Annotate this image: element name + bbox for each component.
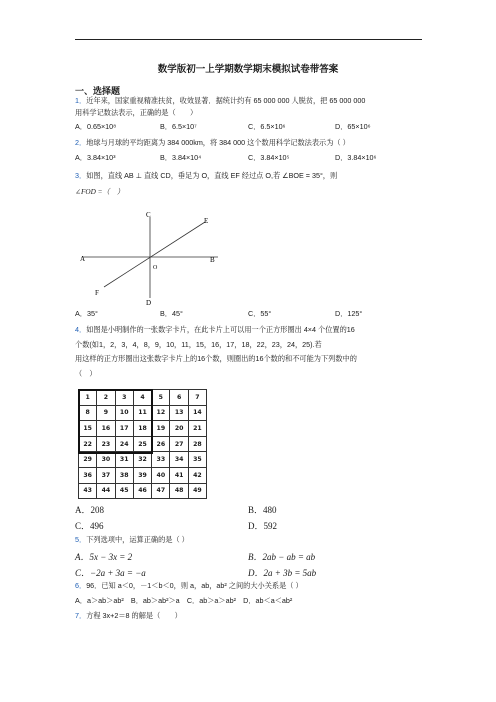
grid-cell: 27 (170, 436, 188, 452)
option-d: D．65×10⁶ (335, 122, 371, 131)
grid-cell: 46 (133, 483, 151, 499)
question-number: 4． (75, 325, 87, 334)
option-b: B．45° (160, 309, 183, 318)
question-1-line2: 用科学记数法表示，正确的是（ ） (75, 108, 198, 117)
question-text: 地球与月球的平均距离为 384 000km，将 384 000 这个数用科学记数法表示为（ ） (86, 138, 350, 147)
question-6 (75, 581, 303, 591)
grid-cell: 33 (152, 452, 170, 468)
grid-cell: 12 (152, 405, 170, 421)
selection-square (78, 389, 153, 454)
grid-cell: 17 (115, 421, 133, 437)
question-1 (75, 96, 365, 106)
option-b: B．6.5×10⁷ (160, 122, 197, 131)
question-text: 如图，直线 AB ⊥ 直线 CD，垂足为 O，直线 EF 经过点 O,若 ∠BOE = 35°，则 (86, 171, 338, 180)
grid-cell: 6 (170, 390, 188, 406)
header-rule (75, 39, 422, 40)
question-number: 3． (75, 171, 87, 180)
option-c: C．3.84×10⁵ (248, 153, 290, 162)
grid-cell: 23 (97, 436, 115, 452)
grid-cell: 22 (79, 436, 97, 452)
grid-cell: 42 (188, 467, 206, 483)
question-text: 近年来，国家重视精准扶贫，收效显著．据统计约有 65 000 000 人脱贫，把 65 000 000 (86, 96, 366, 105)
grid-cell: 3 (115, 390, 133, 406)
grid-cell: 37 (97, 467, 115, 483)
grid-cell: 40 (152, 467, 170, 483)
label-a: A (80, 255, 86, 263)
question-3-line2: ∠FOD =（ ） (75, 188, 125, 196)
question-6-options: A．a＞ab＞ab² B．ab＞ab²＞a C．ab＞a＞ab² D．ab＜a＜ab² (75, 596, 293, 605)
grid-cell: 45 (115, 483, 133, 499)
option-a: A．35° (75, 309, 98, 318)
question-number: 1． (75, 96, 87, 105)
label-f: F (95, 289, 99, 297)
label-c: C (146, 211, 151, 219)
grid-cell: 43 (79, 483, 97, 499)
question-text: 96．已知 a＜0，－1＜b＜0，则 a，ab，ab² 之间的大小关系是（ ） (86, 581, 303, 590)
question-2 (75, 138, 350, 148)
grid-cell: 19 (152, 421, 170, 437)
option-a: A．3.84×10³ (75, 153, 116, 162)
option-c: C．6.5×10⁶ (248, 122, 286, 131)
option-c: C．496 (75, 521, 104, 531)
grid-cell: 26 (152, 436, 170, 452)
option-c: C．55° (248, 309, 272, 318)
label-d: D (146, 299, 152, 305)
section-heading: 一、选择题 (75, 86, 121, 96)
grid-cell: 24 (115, 436, 133, 452)
grid-cell: 30 (97, 452, 115, 468)
option-b: B．2ab − ab = ab (248, 552, 316, 562)
grid-cell: 4 (133, 390, 151, 406)
grid-cell: 36 (79, 467, 97, 483)
option-d: D．125° (335, 309, 363, 318)
grid-cell: 47 (152, 483, 170, 499)
question-number: 2． (75, 138, 87, 147)
option-a: A．208 (75, 505, 104, 515)
option-a: A．5x − 3x = 2 (75, 552, 133, 562)
label-e: E (204, 217, 209, 225)
grid-cell: 25 (133, 436, 151, 452)
question-number: 7． (75, 611, 87, 620)
grid-cell: 32 (133, 452, 151, 468)
grid-cell: 48 (170, 483, 188, 499)
question-text: 下列选项中，运算正确的是（ ） (86, 535, 189, 544)
option-d: D．2a + 3b = 5ab (248, 568, 317, 578)
grid-cell: 8 (79, 405, 97, 421)
question-text: 如图是小明制作的一张数字卡片，在此卡片上可以用一个正方形圈出 4×4 个位置的16 (86, 325, 355, 334)
grid-cell: 28 (188, 436, 206, 452)
question-number: 6． (75, 581, 87, 590)
option-c: C．−2a + 3a = −a (75, 568, 146, 578)
grid-cell: 9 (97, 405, 115, 421)
question-number: 5． (75, 535, 87, 544)
grid-cell: 5 (152, 390, 170, 406)
line-ef (104, 222, 205, 287)
grid-cell: 18 (133, 421, 151, 437)
grid-row (79, 483, 207, 499)
question-text: 方程 3x+2＝8 的解是（ ） (86, 611, 182, 620)
question-7 (75, 611, 182, 621)
question-4-line3: 用这样的正方形圈出这张数字卡片上的16个数，则圈出的16个数的和不可能为下列数中的 (75, 354, 357, 363)
grid-cell: 31 (115, 452, 133, 468)
grid-cell: 29 (79, 452, 97, 468)
grid-cell: 11 (133, 405, 151, 421)
grid-cell: 15 (79, 421, 97, 437)
angle-figure (78, 205, 228, 305)
grid-row (79, 452, 207, 468)
option-d: D．3.84×10⁶ (335, 153, 377, 162)
grid-cell: 1 (79, 390, 97, 406)
grid-cell: 16 (97, 421, 115, 437)
grid-cell: 20 (170, 421, 188, 437)
grid-cell: 2 (97, 390, 115, 406)
option-b: B．3.84×10⁴ (160, 153, 202, 162)
grid-cell: 38 (115, 467, 133, 483)
grid-cell: 7 (188, 390, 206, 406)
grid-cell: 35 (188, 452, 206, 468)
grid-cell: 14 (188, 405, 206, 421)
grid-cell: 39 (133, 467, 151, 483)
option-b: B．480 (248, 505, 277, 515)
option-d: D．592 (248, 521, 277, 531)
question-4 (75, 325, 355, 335)
grid-cell: 34 (170, 452, 188, 468)
question-4-line4: （ ） (75, 369, 97, 378)
label-o: O (153, 265, 158, 271)
question-5 (75, 535, 189, 545)
question-3 (75, 171, 337, 181)
grid-cell: 49 (188, 483, 206, 499)
option-a: A．0.65×10⁸ (75, 122, 117, 131)
grid-cell: 41 (170, 467, 188, 483)
grid-cell: 21 (188, 421, 206, 437)
grid-cell: 10 (115, 405, 133, 421)
page-title: 数学版初一上学期数学期末模拟试卷带答案 (157, 64, 339, 75)
grid-row (79, 467, 207, 483)
question-4-line2: 个数(如1，2，3，4，8，9，10，11，15，16，17，18，22，23，24，25).若 (75, 340, 322, 349)
grid-cell: 13 (170, 405, 188, 421)
grid-cell: 44 (97, 483, 115, 499)
label-b: B (210, 256, 215, 264)
